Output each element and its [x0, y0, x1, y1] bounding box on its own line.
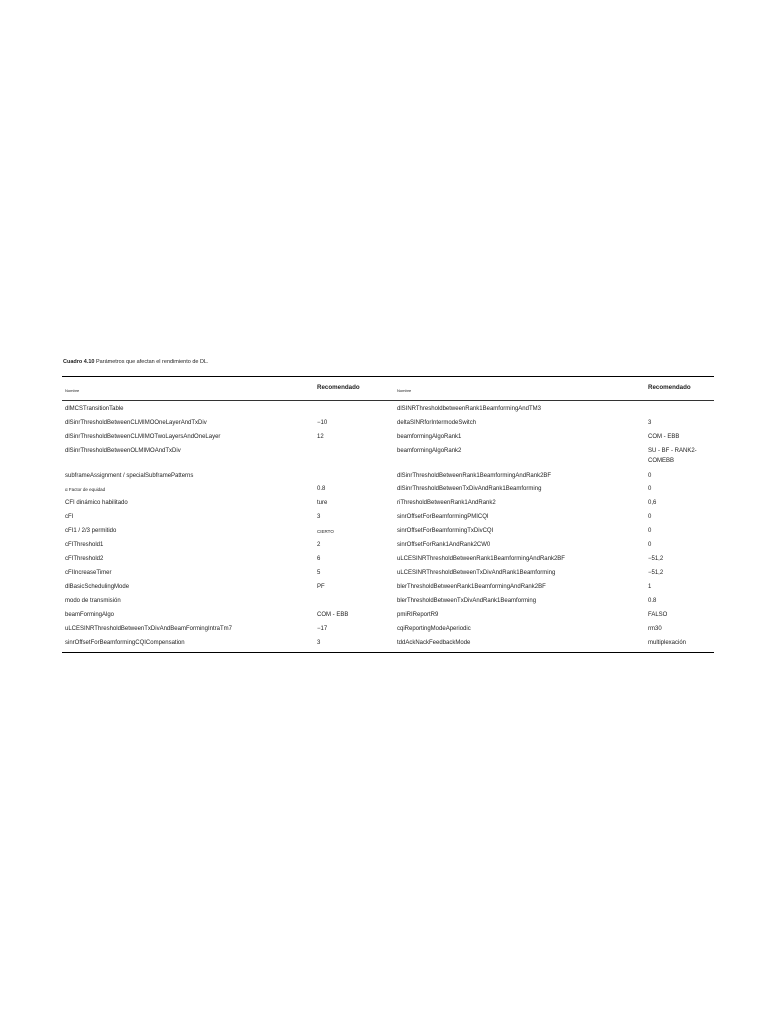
param-value-right: 3 [648, 420, 652, 426]
param-name-right: dlSinrThresholdBetweenRank1BeamformingAndRank2BF [397, 473, 552, 479]
table-bottom-rule [62, 652, 714, 653]
param-value-right: −51,2 [648, 556, 664, 562]
param-value-left: 0.8 [317, 486, 326, 492]
param-name-right: dlSinrThresholdBetweenTxDivAndRank1Beamforming [397, 486, 542, 492]
param-value-left: 6 [317, 556, 321, 562]
param-name-right: blerThresholdBetweenTxDivAndRank1Beamforming [397, 598, 537, 604]
param-value-right: 0 [648, 542, 652, 548]
param-value-right: −51,2 [648, 570, 664, 576]
param-value-right: 0.8 [648, 598, 657, 604]
param-value-left: −17 [317, 626, 328, 632]
param-name-left: dlSinrThresholdBetweenCLMIMOTwoLayersAndOneLayer [65, 434, 221, 440]
param-name-left: cFIThreshold2 [65, 556, 104, 562]
param-name-left: dlSinrThresholdBetweenOLMIMOAndTxDiv [65, 448, 181, 454]
param-value-right: COM - EBB [648, 434, 680, 440]
param-value-left: 3 [317, 514, 321, 520]
param-name-left: cFI [65, 514, 74, 520]
param-value-left: 2 [317, 542, 321, 548]
param-name-right: riThresholdBetweenRank1AndRank2 [397, 500, 496, 506]
param-name-left: sinrOffsetForBeamformingCQICompensation [65, 640, 185, 646]
param-value-right: FALSO [648, 612, 668, 618]
param-name-left: dlBasicSchedulingMode [65, 584, 130, 590]
caption-label: Cuadro 4.10 [63, 359, 95, 365]
header-recommended-right: Recomendado [648, 384, 691, 391]
param-name-right: beamformingAlgoRank2 [397, 448, 462, 454]
param-name-right: uLCESINRThresholdBetweenRank1BeamformingAndRank2BF [397, 556, 565, 562]
param-value-right: 0 [648, 486, 652, 492]
param-name-left: cFIIncreaseTimer [65, 570, 112, 576]
param-value-right: multiplexación [648, 640, 687, 646]
param-value-right-continued: COMEBB [648, 458, 675, 464]
header-recommended-left: Recomendado [317, 384, 360, 391]
param-name-right: uLCESINRThresholdBetweenTxDivAndRank1Beamforming [397, 570, 556, 576]
param-name-right: dlSINRThresholdbetweenRank1BeamformingAndTM3 [397, 406, 541, 412]
param-name-left: cFI1 / 2/3 permitido [65, 528, 117, 534]
param-name-left: beamFormingAlgo [65, 612, 115, 618]
param-value-right: SU - BF - RANK2- [648, 448, 697, 454]
param-name-left: cFIThreshold1 [65, 542, 104, 548]
param-value-right: 0 [648, 528, 652, 534]
param-name-left: dlMCSTransitionTable [65, 406, 124, 412]
param-name-right: pmiRIReportR9 [397, 612, 439, 618]
header-name-right: Nombre [397, 388, 412, 393]
table-top-rule [62, 376, 714, 377]
param-value-left: COM - EBB [317, 612, 349, 618]
param-value-right: 0 [648, 514, 652, 520]
param-name-left: uLCESINRThresholdBetweenTxDivAndBeamFormingIntraTm7 [65, 626, 232, 632]
caption-text: Parámetros que afectan el rendimiento de DL. [96, 359, 209, 365]
param-value-left: 3 [317, 640, 321, 646]
header-name-left: Nombre [65, 388, 80, 393]
param-name-right: beamformingAlgoRank1 [397, 434, 462, 440]
param-name-right: blerThresholdBetweenRank1BeamformingAndRank2BF [397, 584, 546, 590]
param-name-left: α Factor de equidad [65, 487, 106, 492]
param-name-right: tddAckNackFeedbackMode [397, 640, 471, 646]
param-value-right: 1 [648, 584, 652, 590]
param-name-left: modo de transmisión [65, 598, 121, 604]
param-name-right: deltaSINRforIntermodeSwitch [397, 420, 477, 426]
param-name-left: dlSinrThresholdBetweenCLMIMOOneLayerAndTxDiv [65, 420, 207, 426]
param-name-right: sinrOffsetForBeamformingPMICQI [397, 514, 489, 520]
param-value-left: PF [317, 584, 325, 590]
table-caption [63, 359, 209, 365]
param-value-left: 5 [317, 570, 321, 576]
param-value-left: 12 [317, 434, 324, 440]
param-value-left: −10 [317, 420, 328, 426]
param-value-left: ture [317, 500, 328, 506]
param-value-right: 0,6 [648, 500, 657, 506]
param-name-right: cqiReportingModeAperiodic [397, 626, 471, 632]
header-divider [62, 400, 714, 401]
param-name-left: subframeAssignment / specialSubframePatterns [65, 473, 194, 479]
param-value-right: 0 [648, 473, 652, 479]
param-name-right: sinrOffsetForRank1AndRank2CW0 [397, 542, 491, 548]
param-value-right: rm30 [648, 626, 662, 632]
param-name-left: CFI dinámico habilitado [65, 500, 128, 506]
param-name-right: sinrOffsetForBeamformingTxDivCQI [397, 528, 494, 534]
param-value-left: CIERTO [317, 529, 334, 534]
